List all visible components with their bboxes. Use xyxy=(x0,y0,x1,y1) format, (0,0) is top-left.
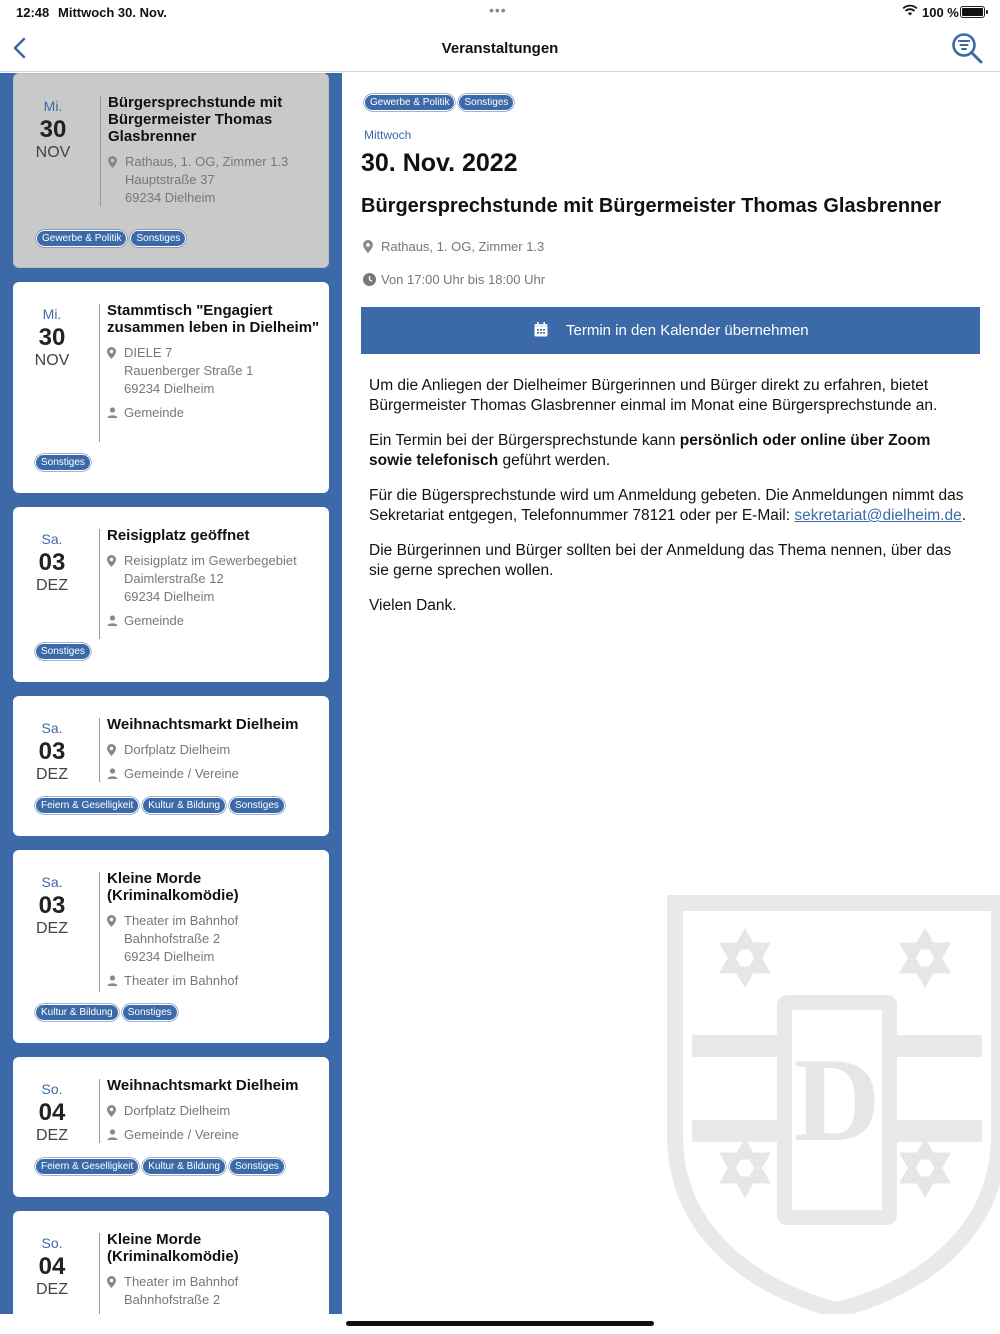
person-icon xyxy=(107,975,118,986)
event-card[interactable] xyxy=(13,1211,329,1314)
organizer-label: Gemeinde / Vereine xyxy=(124,766,239,781)
event-organizer xyxy=(107,404,321,422)
battery-percent: 100 % xyxy=(922,5,959,20)
status-date: Mittwoch 30. Nov. xyxy=(58,5,167,20)
status-time: 12:48 xyxy=(16,5,50,20)
event-card[interactable] xyxy=(13,850,329,1043)
event-date xyxy=(13,874,91,938)
description-paragraph xyxy=(369,486,974,526)
event-organizer xyxy=(107,765,321,783)
calendar-icon xyxy=(534,322,548,337)
category-tag: Feiern & Geselligkeit xyxy=(35,1158,139,1175)
location-pin-icon xyxy=(107,347,116,359)
category-tag: Kultur & Bildung xyxy=(142,1158,226,1175)
email-link[interactable]: sekretariat@dielheim.de xyxy=(794,507,962,524)
location-pin-icon xyxy=(108,156,117,168)
date-divider xyxy=(100,96,101,206)
svg-text:D: D xyxy=(793,1033,881,1166)
event-month: DEZ xyxy=(36,766,68,783)
category-tag: Feiern & Geselligkeit xyxy=(35,797,139,814)
description-paragraph: Um die Anliegen der Dielheimer Bürgerinnen und Bürger direkt zu erfahren, bietet Bürgermeister Thomas Glasbrenner einmal im Monat eine Bürgersprechstunde an. xyxy=(369,377,938,414)
category-tag: Gewerbe & Politik xyxy=(364,94,455,111)
description-paragraph xyxy=(369,431,974,471)
event-organizer xyxy=(107,972,321,990)
event-month: DEZ xyxy=(36,920,68,937)
category-tag: Gewerbe & Politik xyxy=(36,230,127,247)
event-month: DEZ xyxy=(36,1281,68,1298)
event-description xyxy=(369,376,974,631)
location-line: Theater im Bahnhof xyxy=(124,913,239,928)
location-line: Dorfplatz Dielheim xyxy=(124,1103,231,1118)
location-line: Reisigplatz im Gewerbegebiet xyxy=(124,553,297,568)
event-card[interactable] xyxy=(13,1057,329,1197)
location-line: Bahnhofstraße 2 xyxy=(124,931,221,946)
event-date xyxy=(13,1235,91,1299)
event-date xyxy=(13,1081,91,1145)
category-tag: Kultur & Bildung xyxy=(35,1004,119,1021)
event-location xyxy=(107,741,321,759)
event-weekday: So. xyxy=(41,1081,63,1097)
person-icon xyxy=(107,615,118,626)
location-line: Rauenberger Straße 1 xyxy=(124,363,254,378)
date-divider xyxy=(99,872,100,992)
event-tags xyxy=(35,795,288,814)
search-filter-icon[interactable] xyxy=(949,30,985,66)
event-day: 03 xyxy=(38,738,66,765)
date-divider xyxy=(99,304,100,442)
event-weekday: Sa. xyxy=(41,531,63,547)
navigation-bar xyxy=(0,24,1000,72)
event-day: 30 xyxy=(38,324,66,351)
event-location xyxy=(107,912,321,966)
add-to-calendar-label: Termin in den Kalender übernehmen xyxy=(566,322,809,339)
event-weekday: Mi. xyxy=(43,98,63,114)
category-tag: Sonstiges xyxy=(122,1004,178,1021)
wifi-icon xyxy=(902,4,918,16)
location-pin-icon xyxy=(107,744,116,756)
event-day: 04 xyxy=(38,1099,66,1126)
event-day: 03 xyxy=(38,549,66,576)
detail-location xyxy=(363,239,544,254)
organizer-label: Gemeinde / Vereine xyxy=(124,1127,239,1142)
status-bar xyxy=(0,0,1000,24)
text-span: . xyxy=(961,507,967,524)
detail-time xyxy=(363,272,545,287)
location-line: 69234 Dielheim xyxy=(125,190,216,205)
text-span: geführt werden. xyxy=(498,452,611,469)
event-title: Kleine Morde (Kriminalkomödie) xyxy=(107,870,239,904)
battery-icon xyxy=(960,6,985,18)
event-month: DEZ xyxy=(36,577,68,594)
location-line: Hauptstraße 37 xyxy=(125,172,215,187)
event-title: Kleine Morde (Kriminalkomödie) xyxy=(107,1231,239,1265)
person-icon xyxy=(107,768,118,779)
location-pin-icon xyxy=(107,915,116,927)
event-month: DEZ xyxy=(36,1127,68,1144)
add-to-calendar-button[interactable] xyxy=(361,307,980,354)
event-title: Weihnachtsmarkt Dielheim xyxy=(107,716,299,733)
event-location xyxy=(107,1273,321,1309)
multitasking-dots-icon[interactable]: ••• xyxy=(489,2,507,18)
event-detail xyxy=(342,73,1000,1314)
event-organizer xyxy=(107,612,321,630)
event-title: Stammtisch "Engagiert zusammen leben in Dielheim" xyxy=(107,302,320,336)
municipal-crest-watermark xyxy=(667,895,1000,1314)
text-span: Ein Termin bei der Bürgersprechstunde kann xyxy=(369,432,680,449)
event-date xyxy=(13,720,91,784)
category-tag: Sonstiges xyxy=(229,797,285,814)
event-organizer xyxy=(107,1126,321,1144)
location-line: 69234 Dielheim xyxy=(124,949,215,964)
category-tag: Sonstiges xyxy=(35,454,91,471)
location-line: Bahnhofstraße 2 xyxy=(124,1292,221,1307)
event-title: Reisigplatz geöffnet xyxy=(107,527,250,544)
event-date xyxy=(14,98,92,162)
organizer-label: Gemeinde xyxy=(124,613,184,628)
event-date xyxy=(13,531,91,595)
event-month: NOV xyxy=(35,144,71,161)
detail-title: Bürgersprechstunde mit Bürgermeister Thomas Glasbrenner xyxy=(361,195,942,217)
event-card[interactable] xyxy=(13,696,329,836)
person-icon xyxy=(107,407,118,418)
detail-time-text: Von 17:00 Uhr bis 18:00 Uhr xyxy=(381,272,546,287)
event-card[interactable] xyxy=(13,73,329,268)
category-tag: Sonstiges xyxy=(458,94,514,111)
location-line: Rathaus, 1. OG, Zimmer 1.3 xyxy=(125,154,289,169)
location-line: DIELE 7 xyxy=(124,345,173,360)
event-weekday: Mi. xyxy=(42,306,62,322)
location-pin-icon xyxy=(107,1276,116,1288)
event-location xyxy=(107,344,321,398)
date-divider xyxy=(99,718,100,782)
detail-weekday: Mittwoch xyxy=(364,128,412,142)
organizer-label: Theater im Bahnhof xyxy=(124,973,239,988)
category-tag: Sonstiges xyxy=(35,643,91,660)
event-title: Weihnachtsmarkt Dielheim xyxy=(107,1077,299,1094)
category-tag: Sonstiges xyxy=(130,230,186,247)
location-pin-icon xyxy=(107,555,116,567)
event-location xyxy=(108,153,320,207)
event-day: 30 xyxy=(39,116,67,143)
event-tags xyxy=(36,228,189,247)
event-tags xyxy=(35,641,94,660)
date-divider xyxy=(99,1233,100,1314)
date-divider xyxy=(99,1079,100,1143)
event-list[interactable] xyxy=(0,73,342,1314)
event-tags xyxy=(35,452,94,471)
location-line: 69234 Dielheim xyxy=(124,381,215,396)
location-line: Theater im Bahnhof xyxy=(124,1274,239,1289)
location-line: 69234 Dielheim xyxy=(124,589,215,604)
event-date xyxy=(13,306,91,370)
location-pin-icon xyxy=(363,240,373,253)
home-indicator[interactable] xyxy=(346,1321,654,1326)
clock-icon xyxy=(363,273,376,286)
event-card[interactable] xyxy=(13,282,329,493)
event-location xyxy=(107,552,321,606)
text-span: Für die Bügersprechstunde wird um Anmeldung gebeten. Die Anmeldungen nimmt das Sekretariat entgegen, Telefonnummer 78121 oder per E-Mail: xyxy=(369,487,964,524)
bold-text: persönlich oder online über Zoom sowie telefonisch xyxy=(369,432,931,469)
event-tags xyxy=(35,1002,181,1021)
event-location xyxy=(107,1102,321,1120)
event-day: 03 xyxy=(38,892,66,919)
event-title: Bürgersprechstunde mit Bürgermeister Thomas Glasbrenner xyxy=(108,94,283,145)
description-paragraph: Die Bürgerinnen und Bürger sollten bei der Anmeldung das Thema nennen, über das sie gerne sprechen wollen. xyxy=(369,542,952,579)
category-tag: Sonstiges xyxy=(229,1158,285,1175)
category-tag: Kultur & Bildung xyxy=(142,797,226,814)
event-weekday: Sa. xyxy=(41,874,63,890)
location-line: Dorfplatz Dielheim xyxy=(124,742,231,757)
detail-tags xyxy=(364,92,517,111)
location-pin-icon xyxy=(107,1105,116,1117)
event-day: 04 xyxy=(38,1253,66,1280)
organizer-label: Gemeinde xyxy=(124,405,184,420)
location-line: Daimlerstraße 12 xyxy=(124,571,224,586)
event-weekday: Sa. xyxy=(41,720,63,736)
description-paragraph: Vielen Dank. xyxy=(369,597,457,614)
date-divider xyxy=(99,529,100,639)
page-title: Veranstaltungen xyxy=(441,40,559,57)
event-tags xyxy=(35,1156,288,1175)
event-month: NOV xyxy=(34,352,70,369)
person-icon xyxy=(107,1129,118,1140)
detail-date: 30. Nov. 2022 xyxy=(361,149,518,177)
event-weekday: So. xyxy=(41,1235,63,1251)
detail-location-text: Rathaus, 1. OG, Zimmer 1.3 xyxy=(381,239,545,254)
event-card[interactable] xyxy=(13,507,329,682)
